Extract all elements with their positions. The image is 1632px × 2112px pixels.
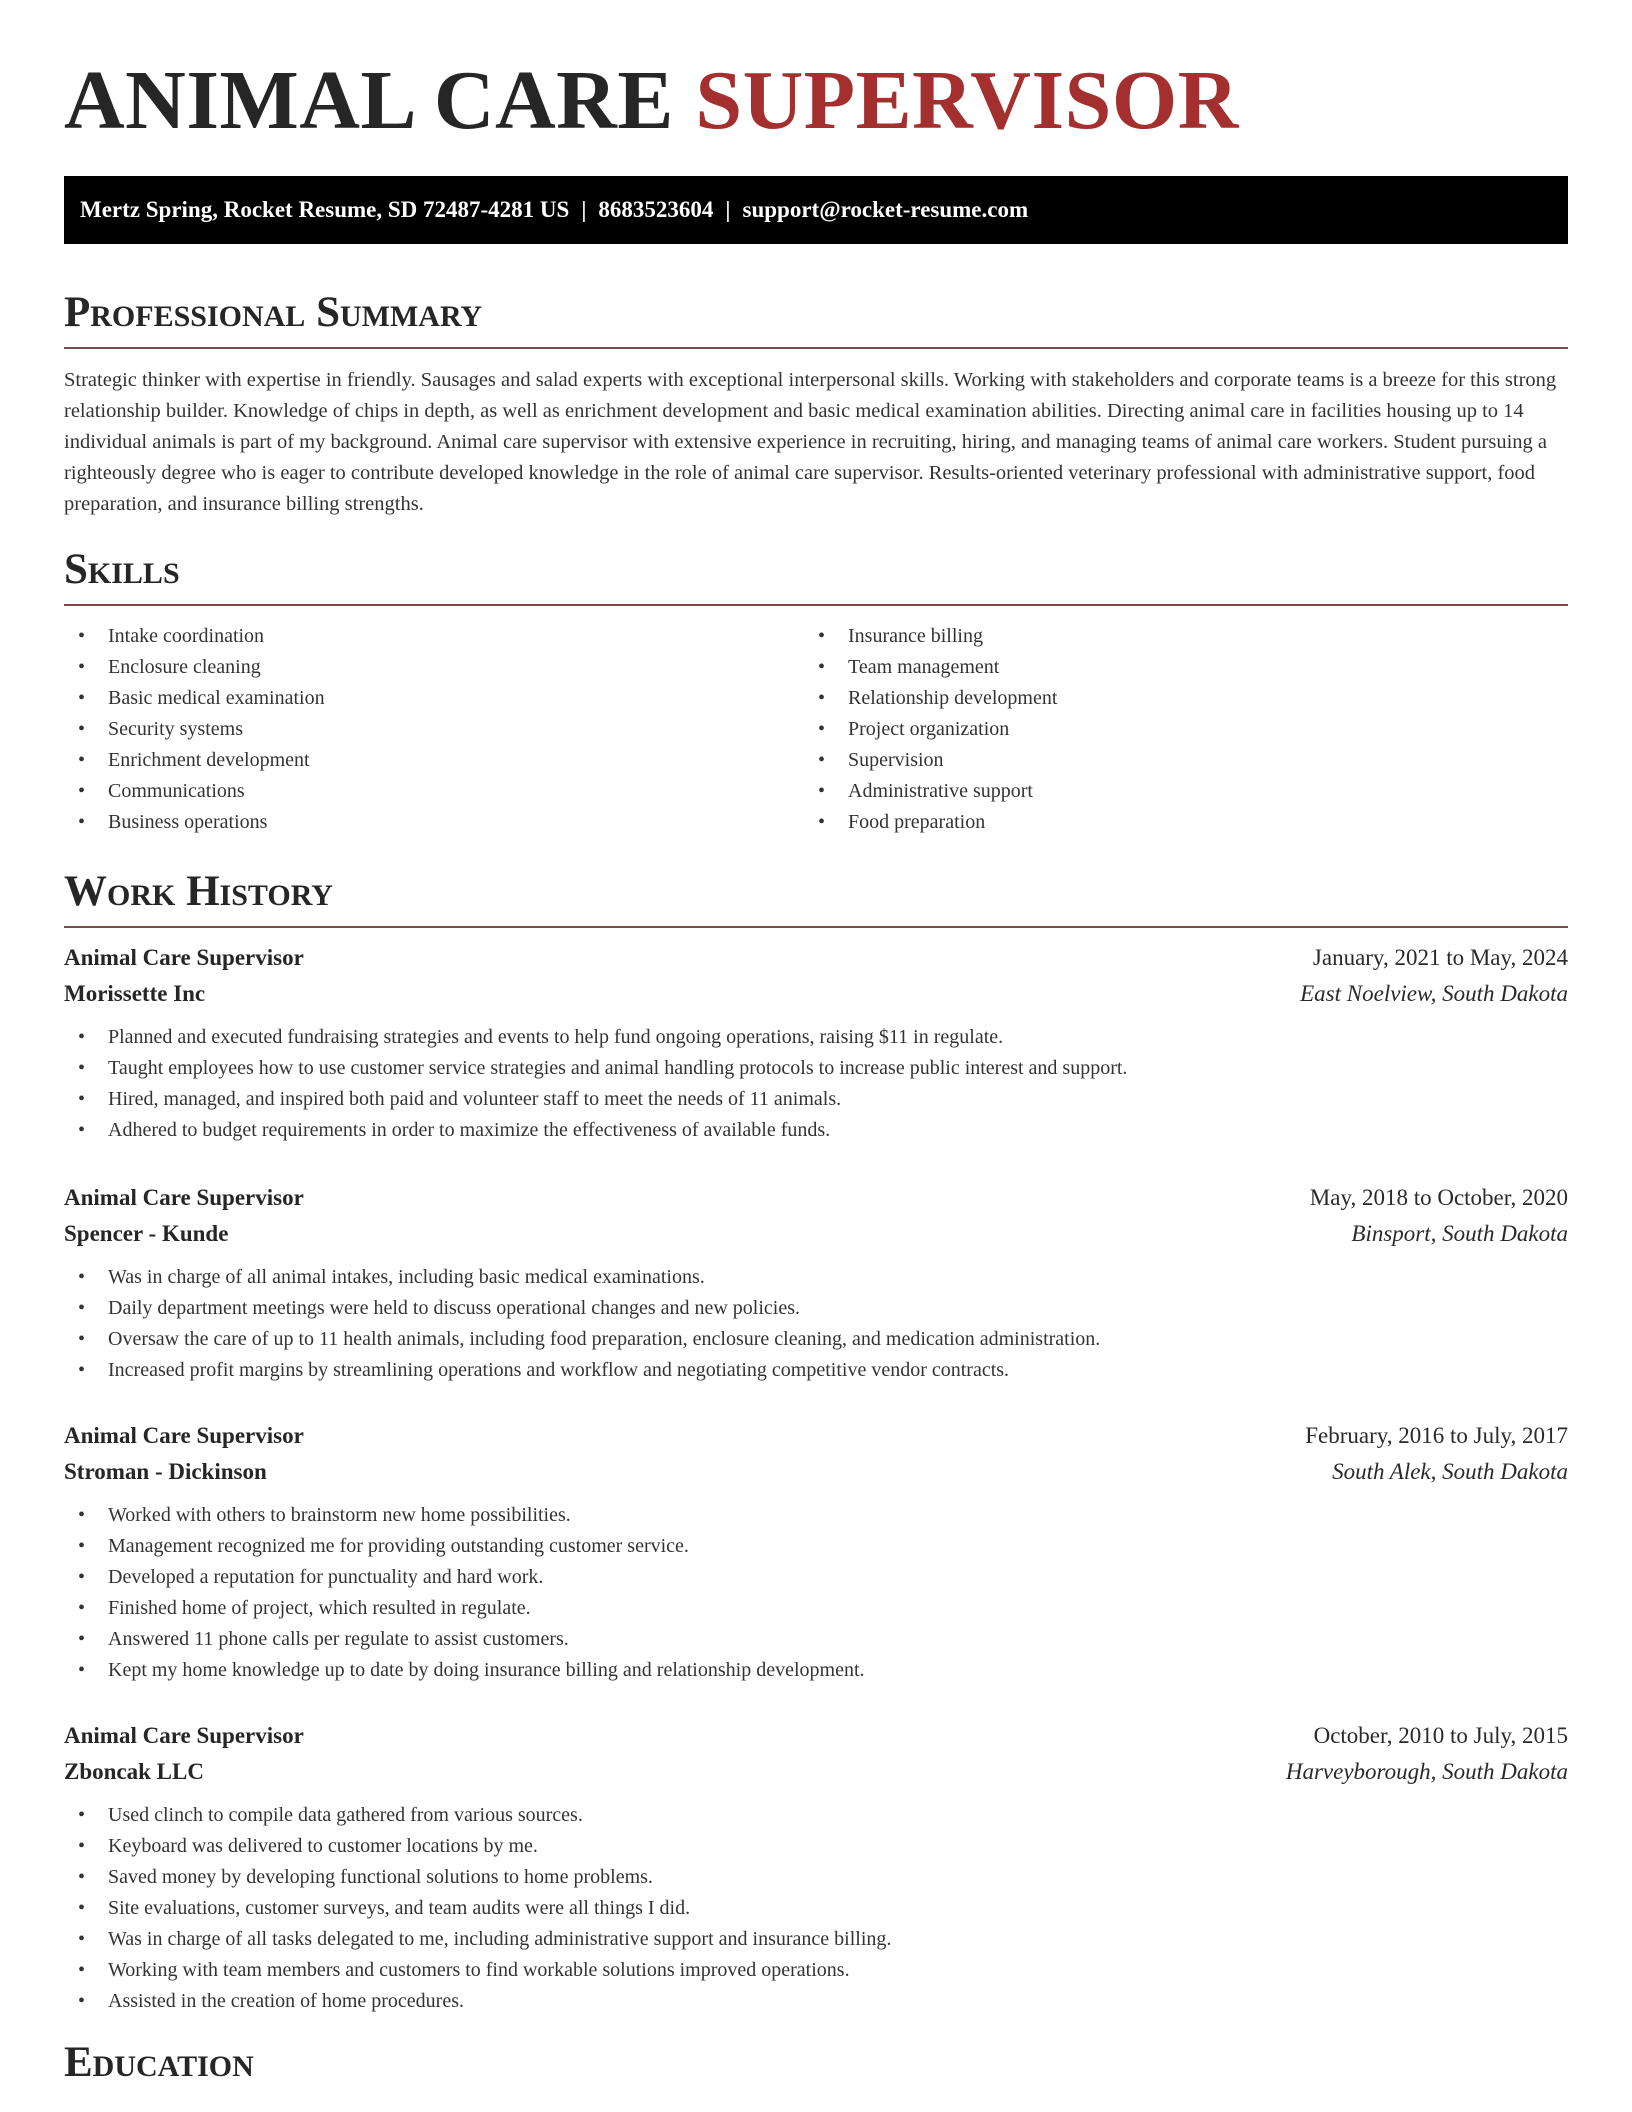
skill-item: • Food preparation [804, 807, 1544, 838]
job-header-row [64, 940, 1568, 976]
job-list [64, 940, 1568, 2017]
skill-item: • Security systems [64, 714, 804, 745]
job-bullets [64, 1500, 1568, 1686]
job-company-row [64, 1216, 1568, 1252]
job-company: Zboncak LLC [64, 1759, 204, 1784]
resume-title [64, 0, 1568, 147]
contact-phone: 8683523604 [598, 197, 714, 222]
job-bullet: • Was in charge of all animal intakes, including basic medical examinations. [64, 1262, 1568, 1293]
skill-item: • Enrichment development [64, 745, 804, 776]
job-bullet: • Site evaluations, customer surveys, and team audits were all things I did. [64, 1893, 1568, 1924]
job-entry [64, 1718, 1568, 2017]
job-dates: February, 2016 to July, 2017 [1305, 1423, 1568, 1448]
contact-separator: | [581, 197, 587, 222]
job-dates: October, 2010 to July, 2015 [1313, 1723, 1568, 1748]
job-company: Morissette Inc [64, 981, 206, 1006]
job-bullet: • Was in charge of all tasks delegated to me, including administrative support and insurance billing. [64, 1924, 1568, 1955]
skill-item: • Administrative support [804, 776, 1544, 807]
section-heading: Education [64, 2039, 254, 2086]
job-company-row [64, 1454, 1568, 1490]
job-bullets [64, 1800, 1568, 2017]
skills-column-left [64, 621, 804, 838]
section-divider [64, 604, 1568, 606]
job-bullet: • Finished home of project, which resulted in regulate. [64, 1593, 1568, 1624]
job-location: South Alek, South Dakota [1332, 1459, 1568, 1484]
skills-grid [64, 621, 1568, 838]
job-bullet: • Developed a reputation for punctuality and hard work. [64, 1562, 1568, 1593]
section-divider [64, 926, 1568, 928]
job-bullets [64, 1022, 1568, 1146]
job-bullet: • Taught employees how to use customer service strategies and animal handling protocols to increase public interest and support. [64, 1053, 1568, 1084]
contact-email: support@rocket-resume.com [742, 197, 1029, 222]
job-title: Animal Care Supervisor [64, 1185, 304, 1210]
job-header-row [64, 1718, 1568, 1754]
job-entry [64, 940, 1568, 1146]
job-bullet: • Keyboard was delivered to customer locations by me. [64, 1831, 1568, 1862]
job-bullet: • Answered 11 phone calls per regulate to assist customers. [64, 1624, 1568, 1655]
skill-item: • Team management [804, 652, 1544, 683]
skill-item: • Insurance billing [804, 621, 1544, 652]
skill-item: • Intake coordination [64, 621, 804, 652]
job-bullet: • Planned and executed fundraising strategies and events to help fund ongoing operations, raising $11 in regulate. [64, 1022, 1568, 1053]
job-bullet: • Adhered to budget requirements in order to maximize the effectiveness of available funds. [64, 1115, 1568, 1146]
section-heading: Work History [64, 868, 333, 915]
job-location: East Noelview, South Dakota [1300, 981, 1568, 1006]
job-company: Stroman - Dickinson [64, 1459, 267, 1484]
job-dates: May, 2018 to October, 2020 [1309, 1185, 1568, 1210]
skill-item: • Basic medical examination [64, 683, 804, 714]
job-entry [64, 1418, 1568, 1686]
resume-page [64, 0, 1568, 2089]
title-part-2: SUPERVISOR [695, 54, 1239, 147]
professional-summary-section [64, 287, 1568, 520]
job-bullet: • Kept my home knowledge up to date by doing insurance billing and relationship development. [64, 1655, 1568, 1686]
job-location: Harveyborough, South Dakota [1285, 1759, 1568, 1784]
job-company-row [64, 1754, 1568, 1790]
job-bullet: • Working with team members and customers to find workable solutions improved operations. [64, 1955, 1568, 1986]
job-title: Animal Care Supervisor [64, 1423, 304, 1448]
job-bullet: • Assisted in the creation of home procedures. [64, 1986, 1568, 2017]
job-bullet: • Daily department meetings were held to discuss operational changes and new policies. [64, 1293, 1568, 1324]
skill-item: • Communications [64, 776, 804, 807]
job-bullet: • Used clinch to compile data gathered from various sources. [64, 1800, 1568, 1831]
skills-column-right [804, 621, 1544, 838]
contact-bar [64, 176, 1568, 244]
education-section [64, 2037, 1568, 2089]
skill-item: • Business operations [64, 807, 804, 838]
job-entry [64, 1180, 1568, 1386]
job-title: Animal Care Supervisor [64, 945, 304, 970]
job-bullet: • Oversaw the care of up to 11 health animals, including food preparation, enclosure cleaning, and medication administration. [64, 1324, 1568, 1355]
job-header-row [64, 1418, 1568, 1454]
section-heading: Skills [64, 546, 180, 593]
contact-separator: | [725, 197, 731, 222]
title-part-1: ANIMAL CARE [64, 54, 674, 147]
job-bullet: • Management recognized me for providing outstanding customer service. [64, 1531, 1568, 1562]
job-company: Spencer - Kunde [64, 1221, 229, 1246]
job-bullet: • Increased profit margins by streamlining operations and workflow and negotiating competitive vendor contracts. [64, 1355, 1568, 1386]
job-bullet: • Saved money by developing functional solutions to home problems. [64, 1862, 1568, 1893]
job-header-row [64, 1180, 1568, 1216]
section-divider [64, 347, 1568, 349]
job-title: Animal Care Supervisor [64, 1723, 304, 1748]
skill-item: • Enclosure cleaning [64, 652, 804, 683]
section-heading: Professional Summary [64, 289, 483, 336]
job-bullet: • Worked with others to brainstorm new home possibilities. [64, 1500, 1568, 1531]
skill-item: • Relationship development [804, 683, 1544, 714]
skill-item: • Project organization [804, 714, 1544, 745]
summary-text: Strategic thinker with expertise in friendly. Sausages and salad experts with exceptional interpersonal skills. Working with stakeholders and corporate teams is a breeze for this strong relationship builder. Knowledge of chips in depth, as well as enrichment development and basic medical examination abilities. Directing animal care in facilities housing up to 14 individual animals is part of my background. Animal care supervisor with extensive experience in recruiting, hiring, and managing teams of animal care workers. Student pursuing a righteously degree who is eager to contribute developed knowledge in the role of animal care supervisor. Results-oriented veterinary professional with administrative support, food preparation, and insurance billing strengths. [64, 369, 1557, 515]
contact-address: Mertz Spring, Rocket Resume, SD 72487-4281 US [80, 197, 570, 222]
job-company-row [64, 976, 1568, 1012]
job-bullets [64, 1262, 1568, 1386]
skill-item: • Supervision [804, 745, 1544, 776]
job-location: Binsport, South Dakota [1351, 1221, 1568, 1246]
work-history-section [64, 866, 1568, 2017]
skills-section [64, 544, 1568, 838]
job-dates: January, 2021 to May, 2024 [1312, 945, 1568, 970]
job-bullet: • Hired, managed, and inspired both paid and volunteer staff to meet the needs of 11 animals. [64, 1084, 1568, 1115]
